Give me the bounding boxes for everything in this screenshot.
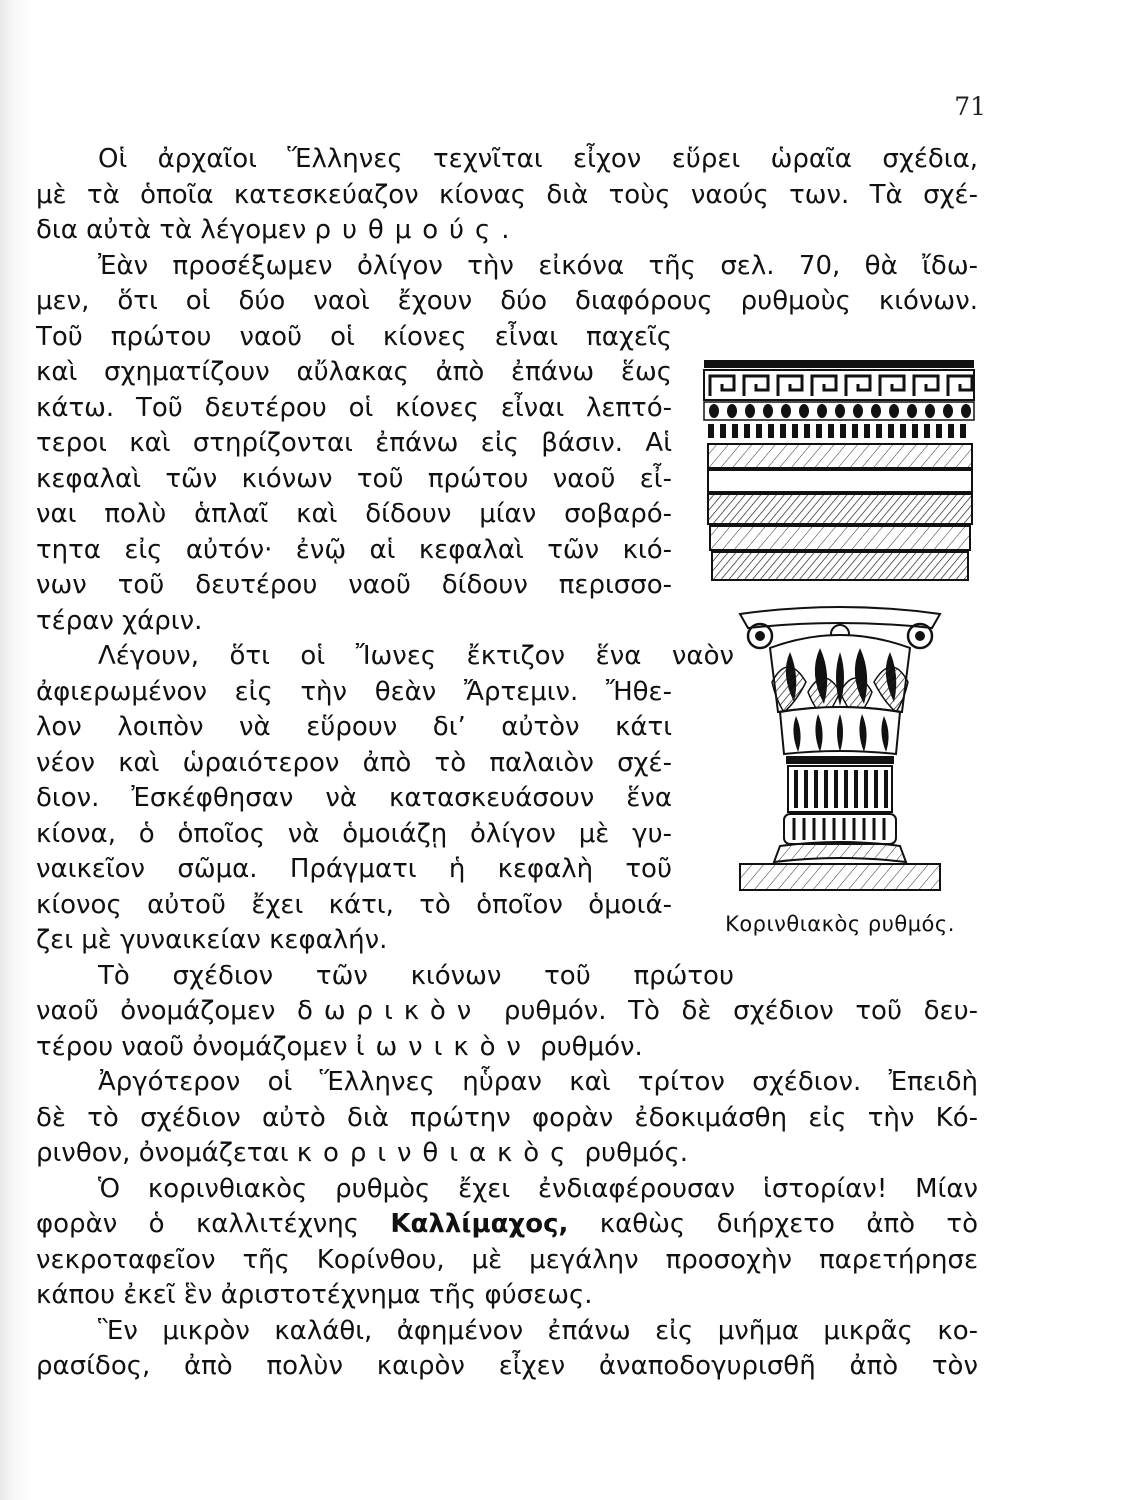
text-line: κάπου ἐκεῖ ἓν ἀριστοτέχνημα τῆς φύσεως. <box>36 1280 593 1310</box>
text-line: λον λοιπὸν νὰ εὕρουν δι’ αὐτὸν κάτι <box>36 712 672 742</box>
text-line: νων τοῦ δευτέρου ναοῦ δίδουν περισσο- <box>36 570 672 600</box>
text-line: κίονος αὐτοῦ ἔχει κάτι, τὸ ὁποῖον ὁμοιά- <box>36 889 672 920</box>
text-line: ζει μὲ γυναικείαν κεφαλήν. <box>36 925 388 955</box>
text-span: ρινθον, ὀνομάζεται <box>36 1138 297 1168</box>
text-span: ρυθμός. <box>576 1138 688 1168</box>
spaced-term: δωρικὸν <box>297 996 483 1026</box>
spaced-term: κορινθιακὸς <box>296 1138 577 1168</box>
text-line: μὲ τὰ ὁποῖα κατεσκεύαζον κίονας διὰ τοὺς ναούς των. Τὰ σχέ- <box>36 179 978 210</box>
text-span: δια αὐτὰ τὰ λέγομεν <box>36 215 315 245</box>
text-line: τεροι καὶ στηρίζονται ἐπάνω εἰς βάσιν. Αἱ <box>36 428 672 458</box>
text-line: νέον καὶ ὡραιότερον ἀπὸ τὸ παλαιὸν σχέ- <box>36 747 672 778</box>
text-line <box>36 994 978 1030</box>
text-line: τητα εἰς αὐτόν· ἐνῷ αἱ κεφαλαὶ τῶν κιό- <box>36 534 672 565</box>
text-line: Ἓν μικρὸν καλάθι, ἀφημένον ἐπάνω εἰς μνῆμα μικρᾶς κο- <box>98 1315 978 1346</box>
spaced-term: ρυθμούς <box>314 215 502 245</box>
corinthian-column-figure <box>700 352 980 932</box>
text-line: κάτω. Τοῦ δευτέρου οἱ κίονες εἶναι λεπτό- <box>36 392 672 423</box>
page-number: 71 <box>954 92 986 121</box>
text-span: καθὼς διήρχετο ἀπὸ τὸ <box>568 1209 978 1239</box>
text-line: ἀφιερωμένον εἰς τὴν θεὰν Ἄρτεμιν. Ἤθε- <box>36 676 672 707</box>
text-span: φορὰν ὁ καλλιτέχνης <box>36 1209 391 1239</box>
text-line: Τὸ σχέδιον τῶν κιόνων τοῦ πρώτου <box>98 960 734 991</box>
text-line: Λέγουν, ὅτι οἱ Ἴωνες ἔκτιζον ἕνα ναὸν <box>98 641 734 671</box>
spaced-term: ἰωνικὸν <box>355 1031 532 1062</box>
text-line: κεφαλαὶ τῶν κιόνων τοῦ πρώτου ναοῦ εἶ- <box>36 463 672 494</box>
text-span: ρυθμόν. <box>531 1031 643 1062</box>
text-line <box>36 1136 978 1172</box>
text-line: Τοῦ πρώτου ναοῦ οἱ κίονες εἶναι παχεῖς <box>36 321 672 352</box>
text-line: ρασίδος, ἀπὸ πολὺν καιρὸν εἶχεν ἀναποδογυρισθῆ ἀπὸ τὸν <box>36 1351 978 1381</box>
text-span: τέρου ναοῦ ὀνομάζομεν <box>36 1031 356 1062</box>
text-line <box>36 213 978 249</box>
text-line <box>36 1030 978 1066</box>
text-line: Ἐὰν προσέξωμεν ὀλίγον τὴν εἰκόνα τῆς σελ. 70, θὰ ἴδω- <box>98 250 978 281</box>
text-line: κίονα, ὁ ὁποῖος νὰ ὁμοιάζῃ ὀλίγον μὲ γυ- <box>36 818 672 849</box>
text-span: ρυθμόν. Τὸ δὲ σχέδιον τοῦ δευ- <box>482 996 978 1026</box>
text-line: Ὁ κορινθιακὸς ρυθμὸς ἔχει ἐνδιαφέρουσαν ἱστορίαν! Μίαν <box>98 1173 978 1204</box>
text-span: ναοῦ ὀνομάζομεν <box>36 996 298 1026</box>
figure-caption: Κορινθιακὸς ρυθμός. <box>725 912 955 936</box>
text-line: ναικεῖον σῶμα. Πράγματι ἡ κεφαλὴ τοῦ <box>36 854 672 884</box>
text-line: Οἱ ἀρχαῖοι Ἕλληνες τεχνῖται εἶχον εὕρει ὡραῖα σχέδια, <box>98 144 978 174</box>
bold-name: Καλλίμαχος, <box>390 1209 569 1239</box>
text-line: ναι πολὺ ἁπλαῖ καὶ δίδουν μίαν σοβαρό- <box>36 499 672 529</box>
text-line: διον. Ἐσκέφθησαν νὰ κατασκευάσουν ἕνα <box>36 783 672 813</box>
text-line: δὲ τὸ σχέδιον αὐτὸ διὰ πρώτην φορὰν ἐδοκιμάσθη εἰς τὴν Κό- <box>36 1102 978 1133</box>
text-line: μεν, ὅτι οἱ δύο ναοὶ ἔχουν δύο διαφόρους ρυθμοὺς κιόνων. <box>36 286 978 316</box>
text-line <box>36 1207 978 1243</box>
text-line: τέραν χάριν. <box>36 605 203 636</box>
text-line: Ἀργότερον οἱ Ἕλληνες ηὗραν καὶ τρίτον σχέδιον. Ἐπειδὴ <box>98 1067 978 1097</box>
text-line: καὶ σχηματίζουν αὔλακας ἀπὸ ἐπάνω ἕως <box>36 357 672 387</box>
text-span: . <box>501 215 510 245</box>
text-line: νεκροταφεῖον τῆς Κορίνθου, μὲ μεγάλην προσοχὴν παρετήρησε <box>36 1244 978 1275</box>
corinthian-column-capital-icon <box>700 352 980 912</box>
